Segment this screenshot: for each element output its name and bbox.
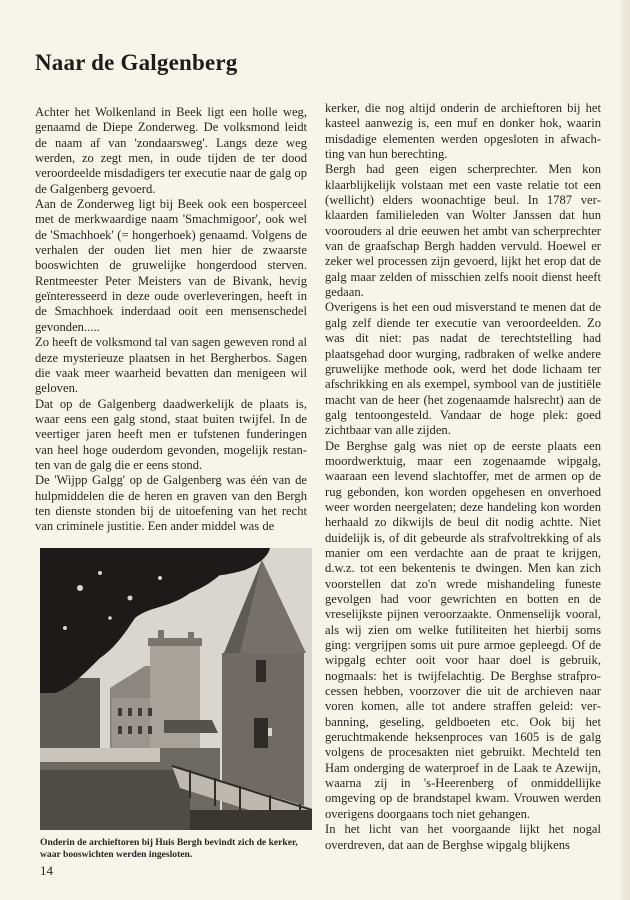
- paragraph: Bergh had geen eigen scherprechter. Men kon klaarblijkelijk volstaan met een vaste relatie tot een (wellicht) elders woonachtige beul. In 1787 verklaarden familieleden van Wolter Janssen dat hun voorouders al drie eeuwen het ambt van scherprechter van de graafschap Bergh hadden vervuld. Hoewel er zeker wel processen zijn gevoerd, lijkt het erop dat de galg maar zelden of misschien zelfs nooit dienst heeft gedaan.: [325, 162, 601, 300]
- paragraph: De 'Wijpp Galgg' op de Galgenberg was één van de hulpmiddelen die de heren en graven van den Bergh ten dienste stonden bij de uitoefening van het recht van criminele justitie. Een ander middel was de: [35, 473, 307, 534]
- paragraph: Achter het Wolkenland in Beek ligt een holle weg, genaamd de Diepe Zonderweg. De volksmond leidt de naam af van 'zondaarsweg'. Langs deze weg werden, zo zegt men, in oude tijden de ter dood veroordeelde misdadigers ter executie naar de galg op de Galgenberg gevoerd.: [35, 105, 307, 196]
- paragraph: Dat op de Galgenberg daadwerkelijk de plaats is, waar eens een galg stond, staat buiten twijfel. In de veertiger jaren heeft men er tufstenen funderingen van heel hoge ouderdom gevonden, mogelijk restanten van de galg die er eens stond.: [35, 396, 307, 472]
- left-text-column: [35, 105, 307, 535]
- chapter-title: Naar de Galgenberg: [35, 50, 238, 75]
- paragraph: Zo heeft de volksmond tal van sagen geweven rond al deze mysterieuze plaatsen in het Bergherbos. Sagen die vaak meer waarheid bevatten dan menigeen wil geloven.: [35, 335, 307, 396]
- paragraph: In het licht van het voorgaande lijkt het nogal overdreven, dat aan de Berghse wipgalg blijkens: [325, 822, 601, 852]
- paragraph: kerker, die nog altijd onderin de archieftoren bij het kasteel aanwezig is, een muf en donker hok, waarin misdadige elementen werden opgesloten in afwachting van hun berechting.: [325, 101, 601, 162]
- page-edge-shadow: [620, 0, 630, 900]
- paragraph: Overigens is het een oud misverstand te menen dat de galg zelf diende ter executie van veroordeelden. Zo was dit niet: pas nadat de terechtstelling had plaatsgehad door wurging, radbraken of welke andere gruwelijke methode ook, werd het dode lichaam ter afschrikking en als exempel, symbool van de justitiële macht van de heer (het zogenaamde halsrecht) aan de galg tentoongesteld. Vandaar de hoge plek: goed zichtbaar van alle zijden.: [325, 300, 601, 438]
- castle-photo: [40, 548, 312, 830]
- photo-caption: Onderin de archieftoren bij Huis Bergh bevindt zich de kerker, waar booswichten werden ingesloten.: [40, 837, 298, 860]
- page-number: 14: [40, 863, 53, 878]
- paragraph: Aan de Zonderweg ligt bij Beek ook een bosperceel met de merkwaardige naam 'Smachmigoor', ook wel de 'Smachhoek' (= hongerhoek) genaamd. Volgens de verhalen der ouden liet men hier de zwaarste booswichten de gruwelijke hongerdood sterven. Rentmeester Peter Meisters van de Bivank, hevig geïnteresseerd in deze oude overleveringen, heeft in de Smachhoek inderdaad ooit een mensenschedel gevonden.....: [35, 197, 307, 334]
- paragraph: De Berghse galg was niet op de eerste plaats een moordwerktuig, maar een zogenaamde wipgalg, waaraan een levend slachtoffer, met de armen op de rug gebonden, kon worden opgehesen en onverhoed weer worden neergelaten; deze handeling kon worden herhaald zo dikwijls de beul dit nodig achtte. Niet duidelijk is, of dit gebeurde als strafvoltrekking of als manier om een verdachte aan de praat te krijgen, d.w.z. tot een bekentenis te dwingen. Men kan zich voorstellen dat zo'n wrede mishandeling funeste gevolgen had voor gewrichten en botten en de vreselijkste pijnen veroorzaakte. Onmenselijk vooral, als wij zien om welke futiliteiten het hierbij soms ging: vergrijpen soms uit pure armoe gepleegd. Of de wipgalg echter ooit voor haar doel is gebruik, nogmaals: het is twijfelachtig. De Berghse strafprocessen hebben, voorzover die uit de archieven naar voren komen, alle tot andere straffen geleid: verbanning, geseling, geldboeten etc. Ook bij het geruchtmakende heksenproces van 1605 is de galg volgens de procesakten niet gebruikt. Mechteld ten Ham onderging de waterproef in de Laak te Azewijn, waarna zij in 's-Heerenberg of onmiddellijke omgeving op de brandstapel kwam. Vrouwen werden overigens doorgaans toch niet gehangen.: [325, 438, 601, 821]
- right-text-column: [325, 101, 601, 853]
